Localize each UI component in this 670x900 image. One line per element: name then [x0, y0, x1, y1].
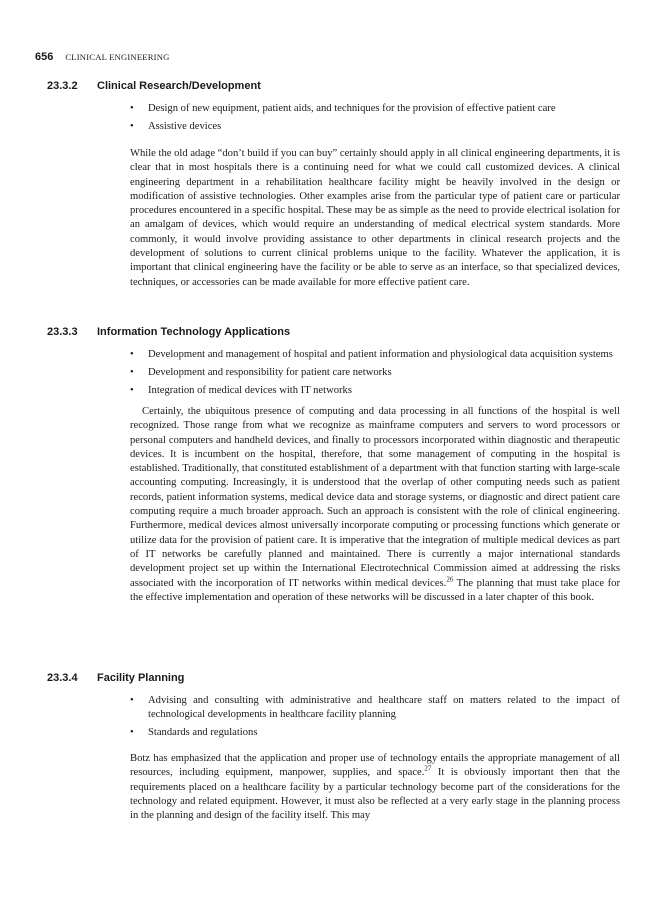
list-item: • Integration of medical devices with IT networks: [130, 385, 352, 396]
section-heading: [47, 326, 290, 338]
section-number: 23.3.4: [47, 672, 78, 684]
section-number: 23.3.2: [47, 80, 78, 92]
bullet-icon: •: [130, 695, 134, 706]
bullet-list: [130, 102, 620, 138]
section-title: Clinical Research/Development: [97, 80, 261, 92]
bullet-icon: •: [130, 727, 134, 738]
running-title: CLINICAL ENGINEERING: [65, 52, 170, 62]
body-paragraph: Certainly, the ubiquitous presence of computing and data processing in all functions of the hospital is well recognized. Those range from what we recognize as mainframe computers and servers to word processors or personal computers and handheld devices, and finally to processors incorporated within diagnostic and therapeutic devices. It is incumbent on the hospital, therefore, that some management of computing in the hospital is established. Traditionally, that constituted establishment of a department with that function starting with large-scale accounting computing. Increasingly, it is understood that the overlap of other computing needs such as patient records, patient information systems, medical device data and storage systems, or diagnostic and direct patient care computing require a much broader approach. Such an approach is consistent with the role of clinical engineering. Furthermore, medical devices almost universally incorporate computing or processing functions which generate or utilize data for the provision of patient care. It is imperative that the integration of multiple medical devices as part of IT networks be carefully planned and maintained. There is currently a major international standards development project set up within the International Electrotechnical Commission aimed at addressing the risks associated with the incorporation of IT networks within medical devices.$^{26}$ The planning that must take place for the effective implementation and operation of these networks will be discussed in a later chapter of this book.: [130, 406, 620, 603]
list-item: • Standards and regulations: [130, 727, 258, 738]
section-number: 23.3.3: [47, 326, 78, 338]
page-number: 656: [35, 51, 54, 63]
list-item: • Development and responsibility for patient care networks: [130, 367, 392, 378]
bullet-icon: •: [130, 385, 134, 396]
body-paragraph: While the old adage “don’t build if you can buy” certainly should apply in all clinical engineering departments, it is clear that in most hospitals there is a continuing need for what we could call customized devices. A clinical engineering department in a rehabilitation healthcare facility might be heavily involved in the design or modification of assistive technologies. Other examples arise from the particular type of patient care or particular procedures encountered in a specific hospital. These may be as simple as the need to provide electrical isolation for an amalgam of devices, which would require an understanding of medical electrical system standards. More commonly, it would involve providing assistance to other departments in clinical research projects and the development of solutions to current clinical problems unique to the facility. Whatever the application, it is important that clinical engineering have the facility or be able to serve as an interface, so that specialized devices, techniques, or accessories can be made available for more effective patient care.: [130, 148, 620, 288]
list-item: • Development and management of hospital and patient information and physiological data acquisition systems: [130, 349, 613, 360]
bullet-list: [130, 694, 620, 744]
section-heading: [47, 672, 184, 684]
bullet-icon: •: [130, 367, 134, 378]
section-heading: [47, 80, 261, 92]
section-title: Information Technology Applications: [97, 326, 291, 338]
bullet-list: [130, 348, 620, 402]
bullet-icon: •: [130, 349, 134, 360]
footnote-reference: 26: [446, 575, 454, 584]
running-header: [35, 47, 170, 65]
footnote-reference: 27: [424, 764, 432, 773]
body-paragraph: Botz has emphasized that the application and proper use of technology entails the appropriate management of all resources, including equipment, manpower, supplies, and space.$^{27}$ It is obviously important then that the requirements placed on a healthcare facility by a particular technology become part of the considerations for the technology and related equipment. However, it must also be reflected at a very early stage in the planning process in the planning and design of the facility itself. This may: [130, 753, 621, 822]
list-item: • Design of new equipment, patient aids, and techniques for the provision of effective patient care: [130, 103, 556, 114]
list-item: • Assistive devices: [130, 121, 222, 132]
list-item: • Advising and consulting with administrative and healthcare staff on matters related to the impact of technological developments in healthcare facility planning: [130, 695, 620, 720]
bullet-icon: •: [130, 103, 134, 114]
section-title: Facility Planning: [97, 672, 185, 684]
bullet-icon: •: [130, 121, 134, 132]
